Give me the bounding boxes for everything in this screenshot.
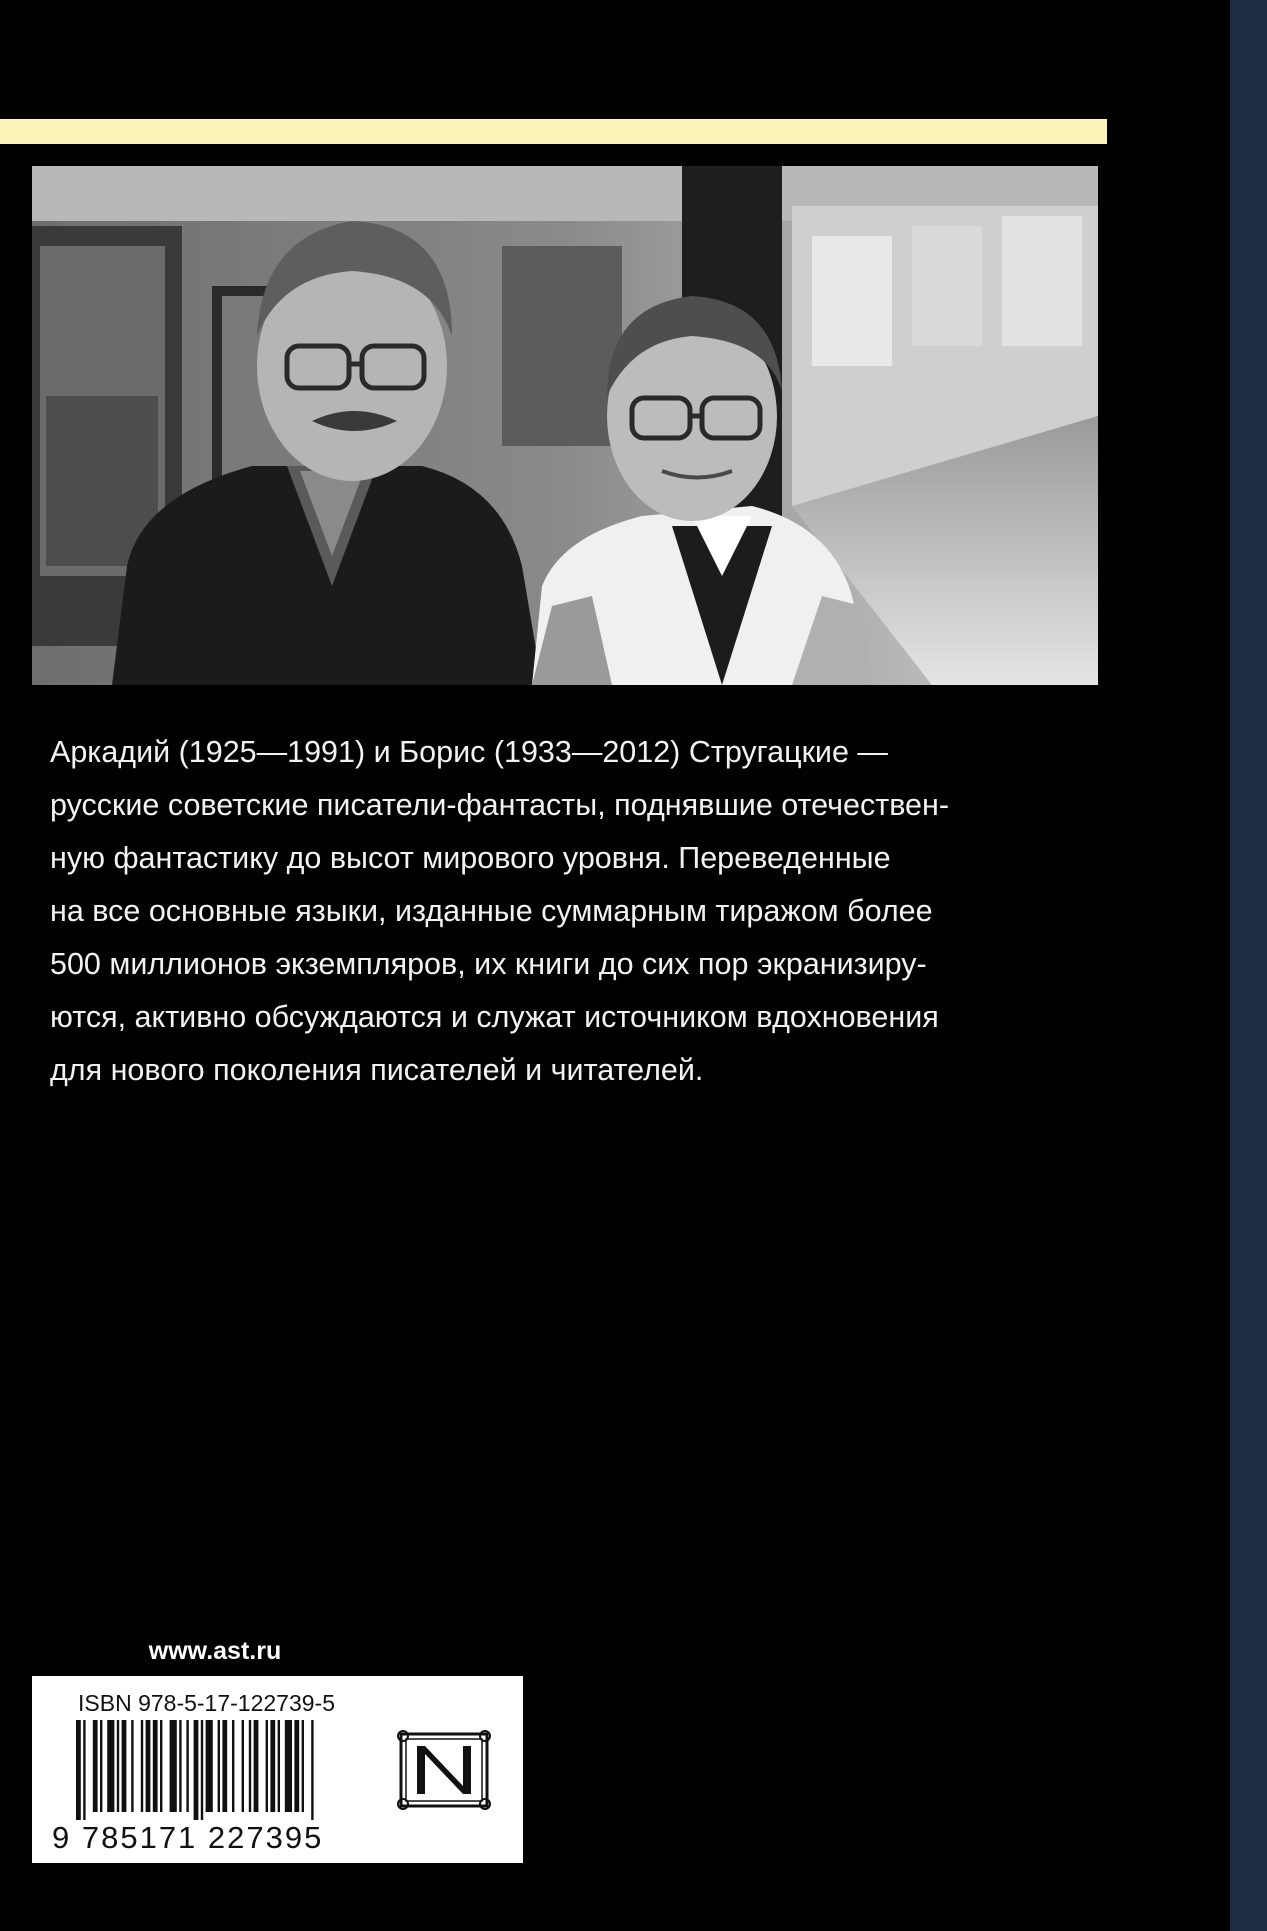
barcode-bar — [100, 1720, 102, 1812]
barcode-bar — [146, 1720, 151, 1812]
barcode-bar — [254, 1720, 259, 1812]
barcode-bars — [76, 1720, 386, 1820]
barcode-bar — [294, 1720, 299, 1812]
barcode-bar — [107, 1720, 114, 1812]
barcode-bar — [179, 1720, 181, 1812]
barcode-panel — [32, 1676, 523, 1863]
author-blurb — [50, 726, 1110, 1097]
author-photo — [32, 166, 1098, 685]
publisher-website: www.ast.ru — [148, 1637, 282, 1665]
barcode-bar — [285, 1720, 292, 1812]
barcode-bar — [93, 1720, 98, 1812]
spine-edge — [1230, 0, 1267, 1931]
barcode-bar — [201, 1720, 203, 1820]
barcode-bar — [131, 1720, 133, 1812]
barcode-bar — [141, 1720, 143, 1812]
barcode-bar — [206, 1720, 213, 1812]
barcode-bar — [266, 1720, 268, 1812]
blurb-line: русские советские писатели-фантасты, поднявшие отечествен- — [50, 788, 950, 822]
barcode-bar — [160, 1720, 162, 1812]
blurb-line: 500 миллионов экземпляров, их книги до сих пор экранизиру- — [50, 947, 927, 981]
barcode-bar — [218, 1720, 220, 1812]
barcode-bar — [222, 1720, 227, 1812]
barcode-bar — [232, 1720, 234, 1812]
barcode-digits: 9 785171 227395 — [52, 1820, 324, 1855]
blurb-line: на все основные языки, изданные суммарным тиражом более — [50, 894, 933, 928]
accent-strip — [0, 119, 1107, 144]
isbn-label: ISBN 978-5-17-122739-5 — [78, 1690, 335, 1716]
blurb-line: Аркадий (1925—1991) и Борис (1933—2012) Стругацкие — — [50, 735, 888, 769]
barcode-bar — [76, 1720, 81, 1820]
barcode-bar — [170, 1720, 177, 1812]
barcode-bar — [122, 1720, 127, 1812]
author-photo-illustration — [32, 166, 1098, 685]
barcode-bar — [278, 1720, 280, 1812]
barcode-bar — [117, 1720, 119, 1812]
barcode-bar — [270, 1720, 275, 1812]
barcode-bar — [242, 1720, 244, 1812]
barcode-bar — [194, 1720, 199, 1820]
barcode-bar — [249, 1720, 251, 1812]
barcode-bar — [302, 1720, 304, 1812]
blurb-line: ную фантастику до высот мирового уровня. Переведенные — [50, 841, 891, 875]
publisher-n-monogram-icon — [393, 1728, 495, 1812]
blurb-line: ются, активно обсуждаются и служат источником вдохновения — [50, 1000, 939, 1034]
blurb-line: для нового поколения писателей и читателей. — [50, 1053, 704, 1087]
barcode-bar — [186, 1720, 188, 1812]
barcode-bar — [83, 1720, 85, 1820]
barcode-bar — [311, 1720, 313, 1820]
barcode-bar — [153, 1720, 158, 1812]
